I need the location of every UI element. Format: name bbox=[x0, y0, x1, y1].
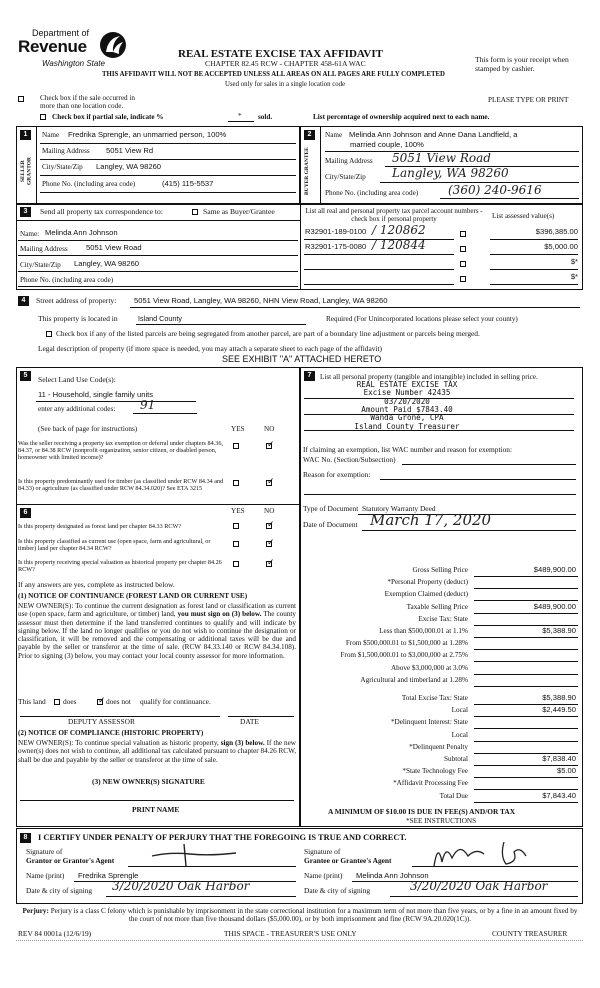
tax-row bbox=[300, 706, 583, 718]
parcel-account: R32901-175-0080 bbox=[305, 242, 367, 251]
tax-row bbox=[300, 639, 583, 651]
tax-row-label: Less than $500,000.01 at 1.1% bbox=[379, 627, 468, 635]
continuance-text-1: NEW OWNER(S): To continue the current designation as forest land or classification as current use (open space, farm and agriculture, or timber) land, bbox=[18, 602, 296, 619]
doc-date-label: Date of Document bbox=[303, 520, 358, 529]
doc-type: Statutory Warranty Deed bbox=[362, 504, 436, 513]
continuance-title: (1) NOTICE OF CONTINUANCE (FOREST LAND OR CURRENT USE) bbox=[18, 592, 248, 600]
deputy-assessor-label: DEPUTY ASSESSOR bbox=[68, 717, 135, 726]
continuance-sign-note: you must sign on (3) below. bbox=[177, 610, 262, 619]
partial-sale-checkbox[interactable] bbox=[40, 114, 46, 120]
corr-city-label: City/State/Zip bbox=[20, 261, 61, 269]
please-type: PLEASE TYPE OR PRINT bbox=[488, 96, 569, 104]
corr-name: Melinda Ann Johnson bbox=[45, 228, 118, 237]
buyer-name-label: Name bbox=[325, 131, 343, 139]
tax-row bbox=[300, 664, 583, 676]
section-2-number: 2 bbox=[304, 130, 315, 140]
buyer-city-label: City/State/Zip bbox=[325, 173, 366, 181]
same-as-buyer-label: Same as Buyer/Grantee bbox=[203, 207, 275, 216]
tax-row bbox=[300, 590, 583, 602]
receipt-note: This form is your receipt when stamped by cashier. bbox=[475, 55, 569, 73]
q2-no-checkbox[interactable] bbox=[266, 480, 272, 486]
grantee-date-label: Date & city of signing bbox=[304, 886, 371, 895]
qualify-label: qualify for continuance. bbox=[140, 697, 211, 706]
continuance-text-2: The county assessor must then determine if the land transferred continues to qualify and will indicate by signing below. If the land no longer qualifies or you do not wish to continue the designation or classification, it will be removed and the compensating or additional taxes will be due and payable by the seller or transferor at the time of sale. (RCW 84.33.140 or RCW 84.34.108). Prior to signing (3) below, you may contact your local county assessor for more information. bbox=[18, 610, 297, 660]
grantor-date-city: 3/20/2020 Oak Harbor bbox=[112, 879, 250, 893]
tax-row-label: *Delinquent Interest: State bbox=[390, 718, 468, 727]
land-does-not-checkbox[interactable] bbox=[97, 699, 103, 705]
tax-row bbox=[300, 603, 583, 615]
q4-no-checkbox[interactable] bbox=[266, 541, 272, 547]
tax-row-value: $489,900.00 bbox=[533, 565, 576, 574]
dor-logo bbox=[18, 28, 130, 70]
grantee-signature bbox=[430, 838, 540, 868]
section-4-number: 4 bbox=[18, 296, 29, 306]
minimum-fee-note: A MINIMUM OF $10.00 IS DUE IN FEE(S) AND/OR TAX bbox=[328, 807, 516, 816]
tax-row-value: $7,838.40 bbox=[542, 754, 576, 763]
section-6-number: 6 bbox=[20, 508, 31, 518]
corr-mail: 5051 View Road bbox=[86, 243, 142, 252]
grantor-date-label: Date & city of signing bbox=[26, 886, 93, 895]
print-name-label: PRINT NAME bbox=[132, 805, 180, 814]
date-label: DATE bbox=[240, 717, 259, 726]
does-label: does bbox=[63, 697, 77, 706]
grantee-sig-label-2: Grantee or Grantee's Agent bbox=[304, 856, 392, 865]
tax-row bbox=[300, 651, 583, 663]
doc-type-label: Type of Document bbox=[303, 504, 359, 513]
seller-city-label: City/State/Zip bbox=[42, 163, 83, 171]
tax-row-label: From $1,500,000.01 to $3,000,000 at 2.75% bbox=[340, 651, 468, 660]
seller-name: Fredrika Sprengle, an unmarried person, 100% bbox=[68, 130, 227, 139]
question-historic: Is this property receiving special valuation as historical property per chapter 84.26 RCW? bbox=[18, 559, 222, 574]
send-correspondence-label: Send all property tax correspondence to: bbox=[40, 207, 163, 216]
historic-sign-note: sign (3) below. bbox=[220, 739, 265, 747]
if-yes-note: If any answers are yes, complete as instructed below. bbox=[18, 580, 175, 589]
treasurer-stamp bbox=[322, 381, 492, 431]
corr-name-label: Name: bbox=[20, 230, 40, 238]
corr-city: Langley, WA 98260 bbox=[74, 259, 140, 268]
certify-statement: I CERTIFY UNDER PENALTY OF PERJURY THAT THE FOREGOING IS TRUE AND CORRECT. bbox=[38, 833, 407, 842]
form-title: REAL ESTATE EXCISE TAX AFFIDAVIT bbox=[178, 48, 383, 60]
stamp-line: 03/20/2020 bbox=[384, 396, 430, 406]
buyer-mail-label: Mailing Address bbox=[325, 157, 373, 165]
revenue-text: Revenue bbox=[18, 37, 87, 56]
yes-header: YES bbox=[231, 425, 245, 433]
seller-grantor-label: SELLER GRANTOR bbox=[20, 157, 33, 186]
tax-row bbox=[300, 627, 583, 639]
see-back-note: (See back of page for instructions) bbox=[38, 425, 138, 433]
corr-mail-label: Mailing Address bbox=[20, 245, 68, 253]
see-instructions: *SEE INSTRUCTIONS bbox=[406, 817, 477, 825]
q5-no-checkbox[interactable] bbox=[266, 561, 272, 567]
tax-row bbox=[300, 566, 583, 578]
historic-text-2: If the new owner(s) does not wish to continue, all additional tax calculated pursuant to chapter 84.26 RCW, shall be due and payable by the seller or transferor at the time of sale. bbox=[18, 739, 296, 764]
personal-property-checkbox[interactable] bbox=[460, 276, 466, 282]
tax-row-label: *Affidavit Processing Fee bbox=[393, 779, 468, 788]
tax-row-label: Local bbox=[451, 730, 468, 739]
historic-text bbox=[18, 739, 296, 764]
seller-city: Langley, WA 98260 bbox=[96, 162, 162, 171]
stamp-line: Wanda Grone, CPA bbox=[370, 413, 444, 423]
parcel-handwritten-id: / 120862 bbox=[372, 223, 426, 237]
county-treasurer-label: COUNTY TREASURER bbox=[492, 929, 568, 938]
segregated-label: Check box if any of the listed parcels are being segregated from another parcel, are part of a boundary line adjustment or parcels being merged. bbox=[56, 329, 480, 338]
tax-row-label: Local bbox=[451, 706, 468, 715]
q3-no-checkbox[interactable] bbox=[266, 523, 272, 529]
buyer-name-line2: married couple, 100% bbox=[350, 140, 424, 149]
doc-date: March 17, 2020 bbox=[370, 511, 492, 529]
form-number: REV 84 0001a (12/6/19) bbox=[18, 929, 92, 938]
q5-yes-checkbox[interactable] bbox=[233, 561, 239, 567]
tax-row-label: Agricultural and timberland at 1.28% bbox=[360, 675, 468, 684]
tax-row-value: $5,388.90 bbox=[542, 626, 576, 635]
segregated-checkbox[interactable] bbox=[46, 331, 52, 337]
tax-row-label: *State Technology Fee bbox=[402, 767, 468, 776]
grantor-sig-label-2: Grantor or Grantor's Agent bbox=[26, 856, 115, 865]
yes-header-6: YES bbox=[231, 507, 245, 515]
single-location-line: Used only for sales in a single location code bbox=[225, 81, 346, 88]
parcel-value: $5,000.00 bbox=[544, 242, 578, 251]
tax-row bbox=[300, 755, 583, 767]
washington-state-text: Washington State bbox=[42, 59, 106, 68]
tax-row-label: Total Excise Tax: State bbox=[401, 694, 468, 702]
tax-row bbox=[300, 743, 583, 755]
section-5-number: 5 bbox=[20, 371, 31, 381]
grantor-sig-label-1: Signature of bbox=[26, 847, 63, 856]
seller-phone-label: Phone No. (including area code) bbox=[42, 180, 136, 188]
tax-row-label: Exemption Claimed (deduct) bbox=[384, 590, 468, 599]
grantee-name-label: Name (print) bbox=[304, 871, 343, 880]
land-does-checkbox[interactable] bbox=[54, 699, 60, 705]
street-address: 5051 View Road, Langley, WA 98260, NHN View Road, Langley, WA 98260 bbox=[134, 296, 388, 305]
partial-pct-value: * bbox=[238, 112, 242, 120]
legal-exhibit: SEE EXHIBIT "A" ATTACHED HERETO bbox=[222, 354, 382, 364]
grantee-date-city: 3/20/2020 Oak Harbor bbox=[410, 879, 548, 893]
does-not-label: does not bbox=[106, 697, 131, 706]
tax-row-value: $2,449.50 bbox=[542, 705, 576, 715]
tax-row-label: Above $3,000,000 at 3.0% bbox=[390, 663, 468, 672]
tax-row bbox=[300, 792, 583, 804]
legal-description-label: Legal description of property (if more space is needed, you may attach a separate sheet to each page of the affidavit) bbox=[38, 344, 382, 353]
q1-yes-checkbox[interactable] bbox=[233, 443, 239, 449]
tax-row bbox=[300, 676, 583, 688]
tax-row bbox=[300, 779, 583, 791]
partial-sold-label: sold. bbox=[258, 113, 273, 121]
tax-row bbox=[300, 615, 583, 627]
located-in-label: This property is located in bbox=[38, 314, 118, 323]
warning-line: THIS AFFIDAVIT WILL NOT BE ACCEPTED UNLESS ALL AREAS ON ALL PAGES ARE FULLY COMPLETED bbox=[102, 71, 445, 78]
chapter-line: CHAPTER 82.45 RCW - CHAPTER 458-61A WAC bbox=[205, 59, 366, 68]
partial-sale-label: Check box if partial sale, indicate % bbox=[52, 113, 164, 121]
tax-row-label: From $500,000.01 to $1,500,000 at 1.28% bbox=[345, 639, 468, 648]
grantor-signature bbox=[150, 842, 240, 868]
no-header-6: NO bbox=[264, 507, 275, 515]
this-land-label: This land bbox=[18, 697, 46, 706]
personal-property-checkbox[interactable] bbox=[460, 261, 466, 267]
tax-row-label: Subtotal bbox=[444, 755, 468, 763]
same-as-buyer-checkbox[interactable] bbox=[192, 209, 198, 215]
grantor-name-label: Name (print) bbox=[26, 871, 65, 880]
tax-row-value: $489,900.00 bbox=[533, 601, 576, 611]
tax-row-label: Excise Tax: State bbox=[418, 614, 468, 623]
owner-signature-label: (3) NEW OWNER(S) SIGNATURE bbox=[92, 777, 205, 786]
dor-emblem-icon bbox=[98, 30, 128, 60]
tax-row-value: $5,388.90 bbox=[542, 693, 576, 702]
wac-label: WAC No. (Section/Subsection) bbox=[303, 455, 396, 464]
reason-label: Reason for exemption: bbox=[303, 470, 371, 479]
tax-row-value: $5.00 bbox=[556, 766, 576, 776]
question-timber: Is this property predominantly used for timber (as classified under RCW 84.34 and 84.33) or agriculture (as classified under RCW 84.34.020)? See ETA 3215 bbox=[18, 478, 224, 493]
personal-property-label: List all personal property (tangible and intangible) included in selling price. bbox=[320, 373, 538, 381]
land-use-label: Select Land Use Code(s): bbox=[38, 375, 116, 384]
buyer-mail: 5051 View Road bbox=[392, 151, 491, 165]
stamp-line: Island County Treasurer bbox=[354, 421, 460, 431]
multi-location-label: Check box if the sale occurred in more than one location code. bbox=[40, 94, 135, 111]
tax-row-value: $7,843.40 bbox=[542, 790, 576, 800]
tax-row bbox=[300, 718, 583, 730]
stamp-line: REAL ESTATE EXCISE TAX bbox=[356, 380, 458, 389]
stamp-line: Excise Number 42435 bbox=[363, 388, 451, 398]
q3-yes-checkbox[interactable] bbox=[233, 523, 239, 529]
buyer-grantee-label: BUYER GRANTEE bbox=[304, 147, 310, 195]
tax-row bbox=[300, 731, 583, 743]
section-8-number: 8 bbox=[20, 833, 31, 843]
grantee-sig-label-1: Signature of bbox=[304, 847, 341, 856]
historic-text-1: NEW OWNER(S): To continue special valuation as historic property, bbox=[18, 739, 219, 747]
seller-name-label: Name bbox=[42, 131, 60, 139]
buyer-city: Langley, WA 98260 bbox=[392, 166, 509, 180]
seller-phone: (415) 115-5537 bbox=[162, 179, 214, 188]
parcel-value: $396,385.00 bbox=[535, 227, 578, 236]
assessed-value-header: List assessed value(s) bbox=[492, 212, 555, 220]
tax-row-label: Gross Selling Price bbox=[412, 566, 468, 574]
tax-row bbox=[300, 767, 583, 779]
grantor-name: Fredrika Sprengle bbox=[78, 871, 139, 880]
perjury-label: Perjury: bbox=[22, 907, 49, 915]
personal-property-checkbox[interactable] bbox=[460, 246, 466, 252]
section-1-number: 1 bbox=[20, 130, 31, 140]
tax-row-label: *Personal Property (deduct) bbox=[387, 578, 468, 587]
personal-property-checkbox[interactable] bbox=[460, 231, 466, 237]
corr-phone-label: Phone No. (including area code) bbox=[20, 276, 114, 284]
dept-of-text: Department of bbox=[32, 28, 90, 38]
seller-mail-label: Mailing Address bbox=[42, 147, 90, 155]
seller-mail: 5051 View Rd bbox=[106, 146, 154, 155]
tax-row-label: *Delinquent Penalty bbox=[409, 742, 468, 751]
grantee-name: Melinda Ann Johnson bbox=[356, 871, 429, 880]
parcel-handwritten-id: / 120844 bbox=[372, 238, 426, 252]
partial-pct-line bbox=[228, 121, 254, 122]
exemption-label: If claiming an exemption, list WAC number and reason for exemption: bbox=[303, 445, 513, 454]
buyer-phone: (360) 240-9616 bbox=[448, 183, 542, 197]
section-7-number: 7 bbox=[304, 371, 315, 381]
historic-title: (2) NOTICE OF COMPLIANCE (HISTORIC PROPERTY) bbox=[18, 729, 204, 737]
parcel-account: R32901-189-0100 bbox=[305, 227, 367, 236]
section-3-number: 3 bbox=[20, 207, 31, 217]
multi-location-checkbox[interactable] bbox=[18, 96, 24, 102]
tax-row-label: Total Due bbox=[439, 791, 468, 800]
tax-row bbox=[300, 578, 583, 590]
land-use-code: 11 - Household, single family units bbox=[38, 390, 154, 399]
ownership-note: List percentage of ownership acquired next to each name. bbox=[313, 113, 490, 121]
parcel-value: $* bbox=[570, 272, 578, 281]
question-exemption: Was the seller receiving a property tax exemption or deferral under chapters 84.36, 84.37, or 84.38 RCW (nonprofit organization, senior citizen, or disabled person, homeowner with limited income)? bbox=[18, 440, 223, 462]
street-label: Street address of property: bbox=[36, 296, 117, 305]
buyer-name-line1: Melinda Ann Johnson and Anne Dana Landfield, a bbox=[349, 130, 518, 139]
parcel-value: $* bbox=[570, 257, 578, 266]
tax-row-label: Taxable Selling Price bbox=[406, 602, 468, 611]
question-forest: Is this property designated as forest land per chapter 84.33 RCW? bbox=[18, 523, 182, 530]
additional-codes: 91 bbox=[140, 398, 156, 412]
question-current-use: Is this property classified as current use (open space, farm and agricultural, or timber) land per chapter 84.34 RCW? bbox=[18, 538, 211, 553]
q4-yes-checkbox[interactable] bbox=[233, 541, 239, 547]
q1-no-checkbox[interactable] bbox=[266, 443, 272, 449]
parcel-header: List all real and personal property tax parcel account numbers - check box if personal property bbox=[305, 207, 483, 224]
required-county-note: Required (For Unincorporated locations please select your county) bbox=[326, 315, 518, 323]
continuance-text bbox=[18, 602, 296, 660]
q2-yes-checkbox[interactable] bbox=[233, 480, 239, 486]
stamp-line: Amount Paid $7843.40 bbox=[361, 405, 453, 415]
tax-row bbox=[300, 694, 583, 706]
buyer-phone-label: Phone No. (including area code) bbox=[325, 189, 419, 197]
no-header: NO bbox=[264, 425, 275, 433]
additional-codes-label: enter any additional codes: bbox=[38, 405, 116, 413]
county: Island County bbox=[138, 314, 182, 323]
perjury-note bbox=[18, 907, 582, 924]
perjury-text: Perjury is a class C felony which is punishable by imprisonment in the state correctional institution for a maximum term of not more than five years, or by a fine in an amount fixed by the court of not more than five thousand dollars ($5,000.00), or by both imprisonment and fine (RCW 9A.20.020(1C)). bbox=[50, 907, 578, 924]
treasurer-use-only: THIS SPACE - TREASURER'S USE ONLY bbox=[224, 929, 357, 938]
